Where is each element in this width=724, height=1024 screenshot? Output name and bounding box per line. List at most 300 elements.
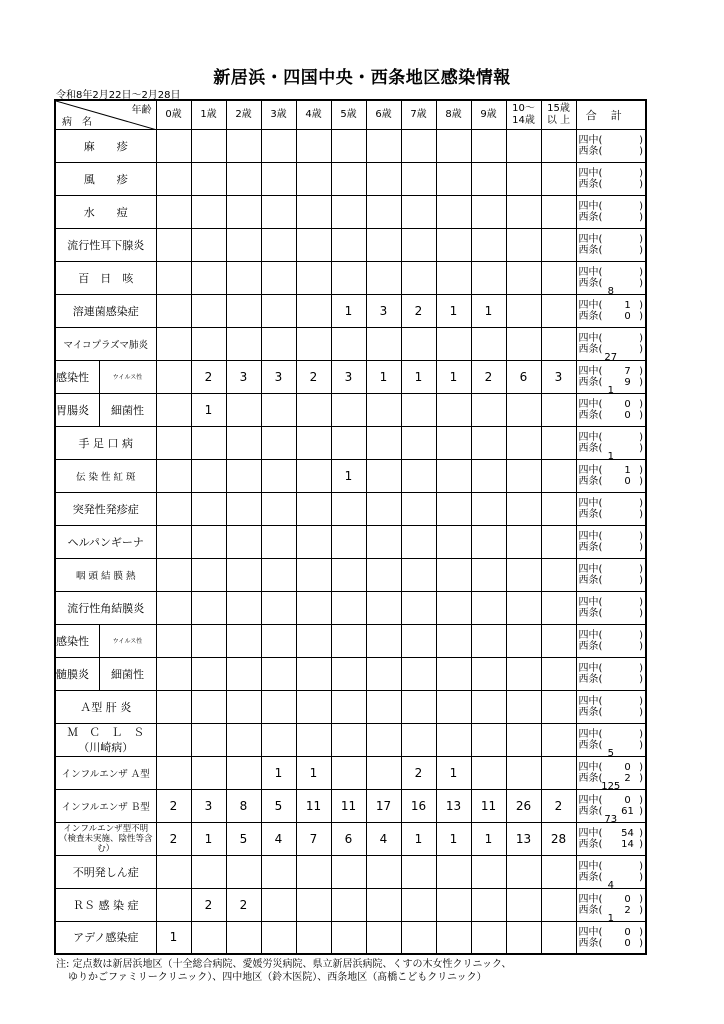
disease-name: 突発性発疹症 xyxy=(72,502,139,516)
total-count: 27 xyxy=(604,351,618,363)
count-cell xyxy=(331,162,366,195)
saijo-label: 西条( xyxy=(578,937,603,949)
count-cell xyxy=(366,756,401,789)
count-cell xyxy=(331,195,366,228)
total-count: 5 xyxy=(607,747,614,759)
count-cell xyxy=(226,624,261,657)
count-cell xyxy=(471,855,506,888)
close-paren: ) xyxy=(639,431,643,443)
close-paren: ) xyxy=(639,706,643,718)
age-header: 2歳 xyxy=(226,100,261,129)
count-cell: 1 xyxy=(331,459,366,492)
shikoku-label: 四中( xyxy=(578,728,603,740)
shikoku-line xyxy=(579,465,644,476)
close-paren: ) xyxy=(639,772,643,784)
count-cell xyxy=(401,195,436,228)
count-cell xyxy=(471,525,506,558)
shikoku-label: 四中( xyxy=(578,332,603,344)
shikoku-line xyxy=(579,531,644,542)
count-cell xyxy=(401,624,436,657)
count-cell xyxy=(401,327,436,360)
shikoku-line xyxy=(579,861,644,872)
disease-name: Ｍ Ｃ Ｌ Ｓ xyxy=(67,725,145,739)
count-cell xyxy=(366,228,401,261)
shikoku-line xyxy=(579,432,644,443)
shikoku-line xyxy=(579,564,644,575)
shikoku-label: 四中( xyxy=(578,365,603,377)
count-cell xyxy=(401,558,436,591)
count-cell xyxy=(226,129,261,162)
count-cell: 5 xyxy=(261,789,296,822)
count-cell xyxy=(156,459,191,492)
shikoku-label: 四中( xyxy=(578,662,603,674)
disease-name: 不明発しん症 xyxy=(72,865,139,879)
shikoku-label: 四中( xyxy=(578,266,603,278)
count-cell xyxy=(156,888,191,921)
saijo-label: 西条( xyxy=(578,904,603,916)
footnote xyxy=(56,958,512,984)
disease-name: 伝 染 性 紅 斑 xyxy=(75,471,136,483)
count-cell xyxy=(331,492,366,525)
count-cell xyxy=(156,228,191,261)
count-cell: 1 xyxy=(471,822,506,855)
count-cell xyxy=(506,624,541,657)
disease-name: 流行性角結膜炎 xyxy=(67,601,145,615)
count-cell: 13 xyxy=(436,789,471,822)
count-cell xyxy=(471,558,506,591)
close-paren: ) xyxy=(639,497,643,509)
count-cell xyxy=(541,393,576,426)
count-cell: 13 xyxy=(506,822,541,855)
close-paren: ) xyxy=(639,134,643,146)
shikoku-count: 0 xyxy=(624,761,631,773)
count-cell xyxy=(156,657,191,690)
close-paren: ) xyxy=(639,640,643,652)
count-cell xyxy=(261,228,296,261)
close-paren: ) xyxy=(639,761,643,773)
count-cell xyxy=(156,756,191,789)
shikoku-line xyxy=(579,333,644,344)
count-cell xyxy=(506,426,541,459)
count-cell xyxy=(436,393,471,426)
count-cell xyxy=(436,690,471,723)
count-cell xyxy=(506,756,541,789)
count-cell xyxy=(506,657,541,690)
saijo-count: 0 xyxy=(624,475,631,487)
count-cell xyxy=(296,459,331,492)
count-cell xyxy=(331,228,366,261)
count-cell xyxy=(261,195,296,228)
count-cell xyxy=(261,921,296,954)
shikoku-line xyxy=(579,795,644,806)
count-cell xyxy=(226,492,261,525)
count-cell xyxy=(436,525,471,558)
count-cell xyxy=(401,261,436,294)
count-cell: 1 xyxy=(401,822,436,855)
disease-name-cell xyxy=(55,525,156,558)
count-cell xyxy=(436,492,471,525)
saijo-label: 西条( xyxy=(578,442,603,454)
count-cell xyxy=(506,393,541,426)
shikoku-count: 0 xyxy=(624,926,631,938)
count-cell xyxy=(331,690,366,723)
close-paren: ) xyxy=(639,244,643,256)
total-count: 8 xyxy=(607,285,614,297)
count-cell: 1 xyxy=(366,360,401,393)
count-cell xyxy=(471,195,506,228)
count-cell xyxy=(296,624,331,657)
total-cell xyxy=(576,228,646,261)
count-cell xyxy=(156,624,191,657)
close-paren: ) xyxy=(639,629,643,641)
count-cell xyxy=(331,558,366,591)
total-cell xyxy=(576,129,646,162)
close-paren: ) xyxy=(639,574,643,586)
saijo-line xyxy=(579,509,644,520)
footnote-line-1: 注: 定点数は新居浜地区（十全総合病院、愛媛労災病院、県立新居浜病院、くすの木女性クリニック、 xyxy=(56,959,512,970)
close-paren: ) xyxy=(639,563,643,575)
disease-name-cell xyxy=(55,855,156,888)
count-cell xyxy=(436,558,471,591)
count-cell xyxy=(471,690,506,723)
disease-subtype-cell: 細菌性 xyxy=(99,657,156,690)
saijo-line xyxy=(579,212,644,223)
count-cell xyxy=(156,525,191,558)
count-cell: 2 xyxy=(401,756,436,789)
age-header: 5歳 xyxy=(331,100,366,129)
count-cell xyxy=(401,723,436,756)
shikoku-label: 四中( xyxy=(578,893,603,905)
count-cell: 1 xyxy=(156,921,191,954)
count-cell xyxy=(156,129,191,162)
age-header: 1歳 xyxy=(191,100,226,129)
saijo-label: 西条( xyxy=(578,574,603,586)
table-row xyxy=(55,525,646,558)
close-paren: ) xyxy=(639,310,643,322)
count-cell xyxy=(331,756,366,789)
shikoku-line xyxy=(579,927,644,938)
disease-name: マイコプラズマ肺炎 xyxy=(63,339,148,351)
count-cell xyxy=(401,657,436,690)
close-paren: ) xyxy=(639,541,643,553)
age-header: 7歳 xyxy=(401,100,436,129)
count-cell: 1 xyxy=(436,294,471,327)
close-paren: ) xyxy=(639,167,643,179)
count-cell xyxy=(541,756,576,789)
count-cell xyxy=(541,657,576,690)
count-cell xyxy=(156,690,191,723)
saijo-line xyxy=(579,608,644,619)
shikoku-label: 四中( xyxy=(578,233,603,245)
close-paren: ) xyxy=(639,266,643,278)
disease-name-cell xyxy=(55,261,156,294)
count-cell xyxy=(331,855,366,888)
saijo-label: 西条( xyxy=(578,541,603,553)
shikoku-line xyxy=(579,696,644,707)
count-cell xyxy=(506,162,541,195)
close-paren: ) xyxy=(639,838,643,850)
disease-name-cell xyxy=(55,162,156,195)
disease-name-cell xyxy=(55,459,156,492)
shikoku-line xyxy=(579,234,644,245)
saijo-line xyxy=(579,410,644,421)
count-cell: 2 xyxy=(156,789,191,822)
disease-name: Ａ型 肝 炎 xyxy=(80,700,132,714)
count-cell xyxy=(471,723,506,756)
shikoku-label: 四中( xyxy=(578,167,603,179)
count-cell xyxy=(331,525,366,558)
count-cell xyxy=(296,129,331,162)
count-cell xyxy=(471,162,506,195)
shikoku-line xyxy=(579,597,644,608)
table-row xyxy=(55,195,646,228)
saijo-line xyxy=(579,641,644,652)
close-paren: ) xyxy=(639,860,643,872)
count-cell xyxy=(296,921,331,954)
saijo-label: 西条( xyxy=(578,871,603,883)
count-cell xyxy=(471,492,506,525)
count-cell: 6 xyxy=(331,822,366,855)
count-cell xyxy=(261,129,296,162)
count-cell xyxy=(191,690,226,723)
saijo-line xyxy=(579,311,644,322)
count-cell xyxy=(296,228,331,261)
saijo-label: 西条( xyxy=(578,244,603,256)
count-cell xyxy=(366,162,401,195)
table-row xyxy=(55,360,646,393)
count-cell: 1 xyxy=(191,822,226,855)
count-cell xyxy=(296,261,331,294)
count-cell xyxy=(191,657,226,690)
count-cell xyxy=(261,591,296,624)
shikoku-label: 四中( xyxy=(578,761,603,773)
close-paren: ) xyxy=(639,376,643,388)
count-cell xyxy=(261,261,296,294)
count-cell xyxy=(331,261,366,294)
count-cell: 4 xyxy=(261,822,296,855)
count-cell: 2 xyxy=(471,360,506,393)
table-row xyxy=(55,888,646,921)
saijo-count: 9 xyxy=(624,376,631,388)
close-paren: ) xyxy=(639,904,643,916)
count-cell: 26 xyxy=(506,789,541,822)
count-cell xyxy=(401,855,436,888)
count-cell xyxy=(226,162,261,195)
shikoku-line xyxy=(579,663,644,674)
disease-subtype-cell: ウイルス性 xyxy=(99,624,156,657)
count-cell xyxy=(296,690,331,723)
shikoku-label: 四中( xyxy=(578,695,603,707)
count-cell xyxy=(366,426,401,459)
count-cell xyxy=(226,591,261,624)
saijo-line xyxy=(579,575,644,586)
disease-name-cell xyxy=(55,921,156,954)
count-cell xyxy=(226,228,261,261)
count-cell xyxy=(191,261,226,294)
disease-name: ヘルパンギーナ xyxy=(67,535,144,549)
count-cell xyxy=(541,294,576,327)
count-cell xyxy=(226,459,261,492)
close-paren: ) xyxy=(639,937,643,949)
count-cell: 3 xyxy=(261,360,296,393)
disease-name: ＲＳ 感 染 症 xyxy=(73,898,139,912)
disease-name-cell xyxy=(55,492,156,525)
disease-name: 麻 疹 xyxy=(83,139,128,153)
count-cell xyxy=(226,525,261,558)
disease-name: インフルエンザ Ａ型 xyxy=(61,768,150,780)
count-cell: 2 xyxy=(156,822,191,855)
count-cell xyxy=(261,426,296,459)
total-cell xyxy=(576,450,646,492)
shikoku-line xyxy=(579,300,644,311)
count-cell xyxy=(541,195,576,228)
disease-subtype-cell: ウイルス性 xyxy=(99,360,156,393)
count-cell: 2 xyxy=(191,888,226,921)
count-cell: 1 xyxy=(436,822,471,855)
count-cell xyxy=(226,723,261,756)
count-cell xyxy=(401,228,436,261)
count-cell xyxy=(471,591,506,624)
disease-name-cell xyxy=(55,129,156,162)
count-cell xyxy=(541,261,576,294)
table-row xyxy=(55,162,646,195)
count-cell: 2 xyxy=(226,888,261,921)
count-cell xyxy=(506,327,541,360)
saijo-label: 西条( xyxy=(578,277,603,289)
header-row xyxy=(55,100,646,129)
saijo-label: 西条( xyxy=(578,145,603,157)
total-count: 73 xyxy=(604,813,618,825)
saijo-line xyxy=(579,542,644,553)
saijo-label: 西条( xyxy=(578,376,603,388)
count-cell xyxy=(401,591,436,624)
corner-age-label: 年齢 xyxy=(131,105,152,116)
disease-name-cell xyxy=(55,591,156,624)
count-cell xyxy=(366,327,401,360)
disease-name: 水 痘 xyxy=(83,205,128,219)
age-header: 0歳 xyxy=(156,100,191,129)
shikoku-line xyxy=(579,168,644,179)
total-cell xyxy=(576,624,646,657)
count-cell xyxy=(191,558,226,591)
total-cell xyxy=(576,492,646,525)
count-cell xyxy=(296,492,331,525)
count-cell xyxy=(296,162,331,195)
count-cell: 2 xyxy=(191,360,226,393)
total-cell xyxy=(576,195,646,228)
saijo-label: 西条( xyxy=(578,178,603,190)
table-row xyxy=(55,459,646,492)
saijo-label: 西条( xyxy=(578,508,603,520)
count-cell xyxy=(471,261,506,294)
count-cell xyxy=(506,492,541,525)
count-cell xyxy=(156,294,191,327)
count-cell xyxy=(541,327,576,360)
count-cell xyxy=(366,624,401,657)
disease-name-cell xyxy=(55,888,156,921)
saijo-count: 0 xyxy=(624,409,631,421)
disease-name-cell xyxy=(55,195,156,228)
count-cell xyxy=(191,525,226,558)
count-cell xyxy=(401,888,436,921)
total-cell xyxy=(576,162,646,195)
disease-name-cell xyxy=(55,327,156,360)
saijo-label: 西条( xyxy=(578,310,603,322)
table-row xyxy=(55,393,646,426)
count-cell xyxy=(401,162,436,195)
count-cell xyxy=(436,459,471,492)
count-cell xyxy=(366,657,401,690)
count-cell xyxy=(401,393,436,426)
shikoku-line xyxy=(579,498,644,509)
shikoku-line xyxy=(579,135,644,146)
count-cell xyxy=(366,723,401,756)
count-cell xyxy=(471,327,506,360)
table-row xyxy=(55,855,646,888)
saijo-line xyxy=(579,707,644,718)
count-cell xyxy=(226,756,261,789)
table-row xyxy=(55,129,646,162)
shikoku-line xyxy=(579,267,644,278)
count-cell: 11 xyxy=(471,789,506,822)
table-row xyxy=(55,756,646,789)
table-row xyxy=(55,492,646,525)
count-cell xyxy=(226,327,261,360)
infection-table xyxy=(54,99,647,955)
count-cell xyxy=(366,888,401,921)
count-cell xyxy=(296,855,331,888)
count-cell xyxy=(471,228,506,261)
saijo-label: 西条( xyxy=(578,211,603,223)
count-cell xyxy=(226,657,261,690)
saijo-label: 西条( xyxy=(578,343,603,355)
saijo-line xyxy=(579,146,644,157)
count-cell xyxy=(541,492,576,525)
count-cell xyxy=(366,525,401,558)
count-cell xyxy=(226,855,261,888)
close-paren: ) xyxy=(639,442,643,454)
count-cell xyxy=(331,624,366,657)
close-paren: ) xyxy=(639,277,643,289)
count-cell xyxy=(226,195,261,228)
age-header: 3歳 xyxy=(261,100,296,129)
count-cell xyxy=(541,228,576,261)
count-cell xyxy=(296,327,331,360)
count-cell xyxy=(296,558,331,591)
count-cell xyxy=(261,657,296,690)
disease-group-cell: 胃腸炎 xyxy=(55,393,99,426)
count-cell xyxy=(541,723,576,756)
count-cell xyxy=(366,459,401,492)
count-cell xyxy=(436,921,471,954)
count-cell xyxy=(296,426,331,459)
close-paren: ) xyxy=(639,695,643,707)
close-paren: ) xyxy=(639,233,643,245)
table-row xyxy=(55,228,646,261)
shikoku-label: 四中( xyxy=(578,827,603,839)
count-cell xyxy=(156,327,191,360)
count-cell xyxy=(541,426,576,459)
count-cell: 28 xyxy=(541,822,576,855)
disease-subtype-cell: 細菌性 xyxy=(99,393,156,426)
count-cell xyxy=(191,723,226,756)
count-cell: 16 xyxy=(401,789,436,822)
count-cell xyxy=(296,657,331,690)
count-cell xyxy=(226,261,261,294)
count-cell xyxy=(331,426,366,459)
count-cell xyxy=(436,228,471,261)
table-row xyxy=(55,789,646,822)
